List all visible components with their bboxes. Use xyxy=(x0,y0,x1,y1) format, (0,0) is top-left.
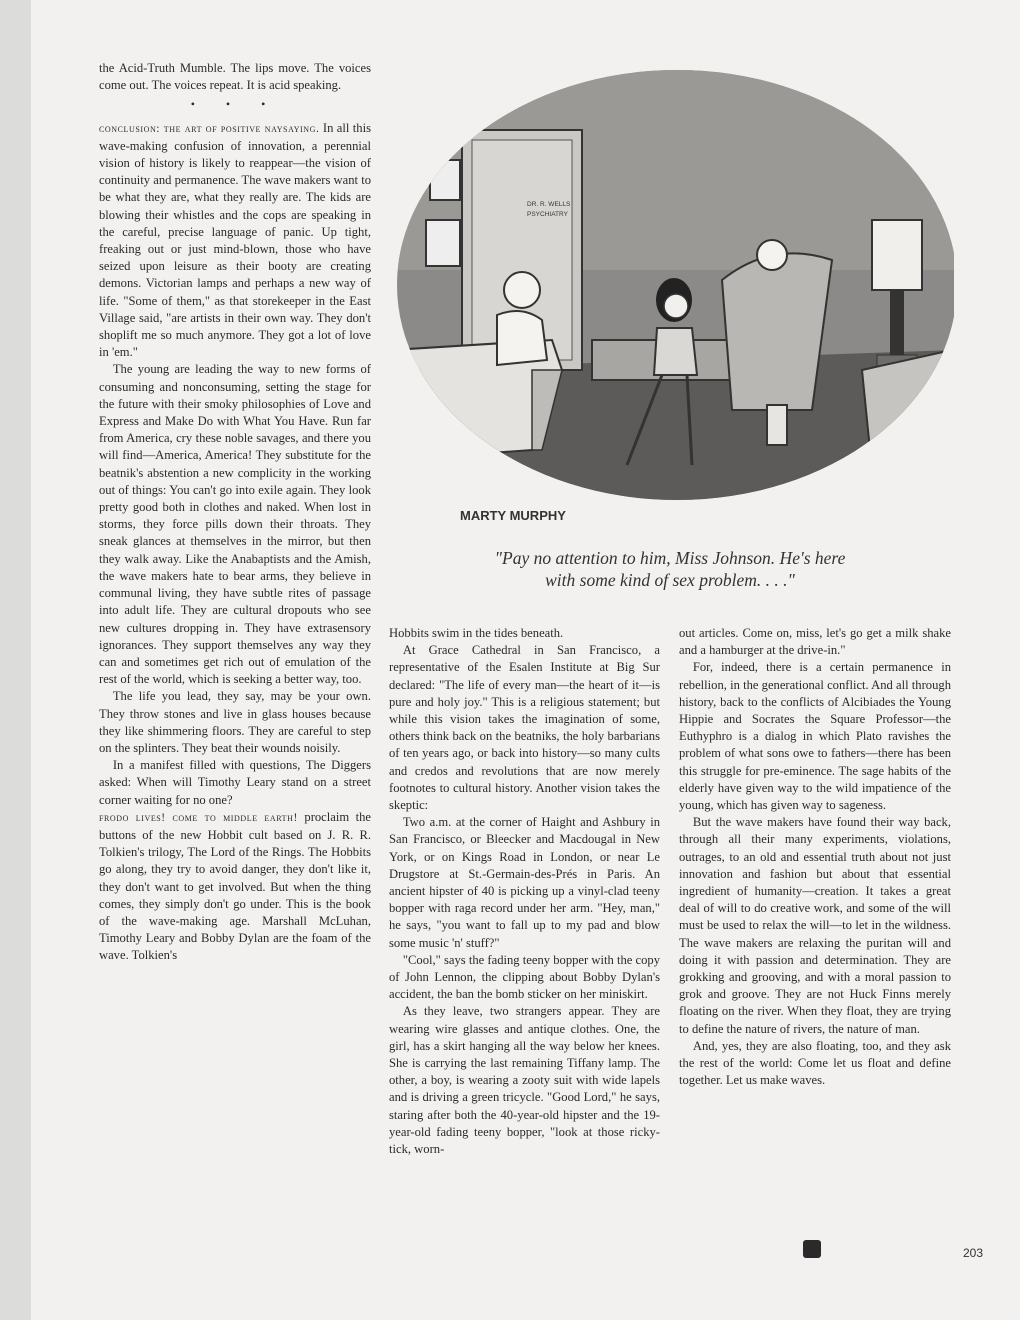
frodo-heading: frodo lives! come to middle earth! xyxy=(99,811,298,824)
cartoon-illustration xyxy=(392,70,954,532)
artist-signature: MARTY MURPHY xyxy=(460,508,566,523)
door-sign-line1: DR. R. WELLS xyxy=(527,201,571,208)
col2-p4: "Cool," says the fading teeny bopper with the copy of John Lennon, the clipping about Bobby Dylan's accident, the ban the bomb sticker on her miniskirt. xyxy=(389,952,660,1002)
cartoon-drawing xyxy=(392,70,954,532)
caption-line1: "Pay no attention to him, Miss Johnson. He's here xyxy=(494,548,846,568)
column-1 xyxy=(99,60,371,965)
col1-p3: The life you lead, they say, may be your own. They throw stones and live in glass houses because they like shimmering floors. They are careful to step on the splinters. They beat their wounds noisily. xyxy=(99,689,371,755)
col1-p5-text: proclaim the buttons of the new Hobbit cult based on J. R. R. Tolkien's trilogy, The Lord of the Rings. The Hobbits go along, they try to avoid danger, they don't like it, they don't want to get involved. But when the thing comes, they simply don't go under. This is the book of the wave-making age. Marshall McLuhan, Timothy Leary and Bobby Dylan are the foam of the wave. Tolkien's xyxy=(99,809,372,963)
col2-p5: As they leave, two strangers appear. They are wearing wire glasses and antique clothes. One, the girl, has a skirt hanging all the way below her knees. She is carrying the last remaining Tiffany lamp. The other, a boy, is wearing a zooty suit with wide lapels and is driving a green tricycle. "Good Lord," he says, staring after both the 40-year-old hipster and the 19-year-old fading teeny bopper, "look at those ricky-tick, worn- xyxy=(389,1004,660,1157)
col2-p2: At Grace Cathedral in San Francisco, a representative of the Esalen Institute at Big Sur declared: "The life of every man—the heart of it—is pure and holy joy." This is a religious statement; but while this vision takes the imagination of some, others think back on the beatniks, the holy barbarians of ten years ago, or back into history—so many cults and credos and revolutions that are now merely footnotes to cultural history. Another vision takes the skeptic: xyxy=(389,643,660,813)
col2-p3: Two a.m. at the corner of Haight and Ashbury in San Francisco, or Bleecker and Macdougal in New York, or on Kings Road in London, or near Le Drugstore at St.-Germain-des-Prés in Paris. An ancient hipster of 40 is picking up a vinyl-clad teeny bopper with raga record under her arm. "Hey, man," he says, "you want to fall up to my pad and blow some music 'n' stuff?" xyxy=(389,815,660,950)
col2-p1: Hobbits swim in the tides beneath. xyxy=(389,626,564,640)
cartoon-caption xyxy=(420,547,920,591)
col1-p5 xyxy=(99,809,371,965)
door-sign-line2: PSYCHIATRY xyxy=(527,211,568,218)
conclusion-heading: conclusion: the art of positive naysaying. xyxy=(99,122,320,135)
col1-top-lines: the Acid-Truth Mumble. The lips move. The voices come out. The voices repeat. It is acid speaking. xyxy=(99,61,371,93)
rabbit-endmark-icon xyxy=(803,1240,821,1258)
col3-p4: And, yes, they are also floating, too, and they ask the rest of the world: Come let us float and define together. Let us make waves. xyxy=(679,1038,951,1088)
col3-p2: For, indeed, there is a certain permanence in rebellion, in the generational conflict. And all through history, back to the conflicts of Alcibiades the Young Hippie and Socrates the Square Professor—the Euthyphro is a dialog in which Plato ravishes the problem of what sons owe to fathers—there has been this struggle for pre-eminence. The sage habits of the elderly have given way to the wild impatience of the young, which has given way to sageness. xyxy=(679,660,951,813)
col1-p1 xyxy=(99,120,371,362)
column-2 xyxy=(389,625,660,1158)
col1-p4: In a manifest filled with questions, The Diggers asked: When will Timothy Leary stand on a street corner waiting for no one? xyxy=(99,758,371,807)
col3-p3: But the wave makers have found their way back, through all their many experiments, violations, outrages, to an old and essential truth about not just innovation and fashion but about that essential ingredient of humanity—creation. It takes a great deal of will to do creative work, and some of the will must be used to relax the will—to let in the wildness. The wave makers are relaxing the puritan will and doing it with passion and determination. They are grokking and grooving, and with a moral passion to grok and groove. They are not Huck Finns merely floating on the river. When they float, they are trying to define the nature of rivers, the nature of man. xyxy=(679,815,951,1036)
col3-p1: out articles. Come on, miss, let's go get a milk shake and a hamburger at the drive-in." xyxy=(679,626,951,658)
caption-line2: with some kind of sex problem. . . ." xyxy=(545,570,795,590)
col1-p2: The young are leading the way to new forms of consuming and nonconsuming, setting the stage for the future with their smoky philosophies of Love and Express and Make Do with What You Have. Run far from America, cry these noble savages, and there you will find—America, America! They substitute for the beatnik's abstention a new complicity in the working out of things: You can't go into exile again. They look pretty good both in clothes and naked. When lost in storms, they force pills down their throats. They sneak glances at themselves in the mirror, but then they walk away. Like the Anabaptists and the Amish, the wave makers hate to bear arms, they believe in communal living, they have subtle rites of passage into adult life. They are cultural dropouts who see new cultures dropping in. They have extrasensory ignorances. They support themselves any way they can and sometimes get rich out of emulation of the rest of the world, which is seeking a better way, too. xyxy=(99,362,371,687)
column-3 xyxy=(679,625,951,1089)
col1-p1-text: In all this wave-making confusion of innovation, a perennial vision of history is likely to reappear—the vision of continuity and permanence. The wave makers want to be what they are, what they really are. The kids are blowing their whistles and the cops are speaking in the careful, precise language of panic. Up tight, freaking out or just mind-blown, those who have seized upon leisure as their booty are creating demons. Victorian lamps and perhaps a new way of life. "Some of them," as that storekeeper in the East Village said, "are artists in their own way. They don't shoplift me so much anymore. They got a lot of love in 'em." xyxy=(99,120,371,360)
section-break: • • • xyxy=(190,97,280,112)
page-number: 203 xyxy=(963,1246,984,1260)
